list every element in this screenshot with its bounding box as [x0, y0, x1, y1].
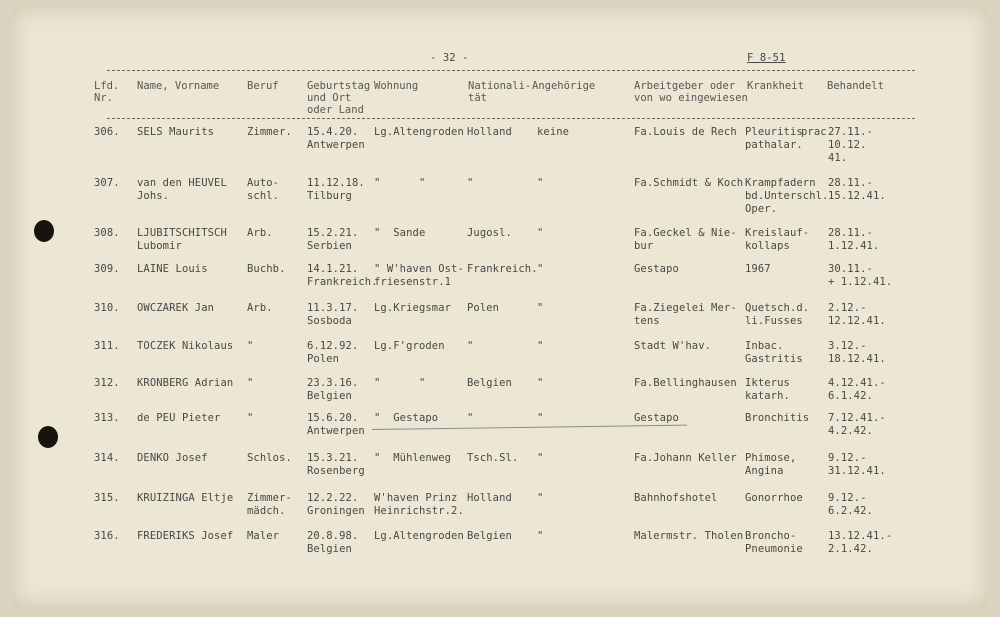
row-nationalitaet: "	[467, 177, 474, 189]
row-nationalitaet: "	[467, 340, 474, 352]
row-arbeitgeber: Stadt W'hav.	[634, 340, 712, 352]
row-name: KRUIZINGA Eltje	[137, 492, 234, 504]
row-arbeitgeber: Fa.Geckel & Nie- bur	[634, 227, 737, 252]
row-number: 314.	[94, 452, 120, 464]
row-wohnung: " W'haven Ost- friesenstr.1	[374, 263, 464, 288]
row-behandelt: 30.11.- + 1.12.41.	[828, 263, 893, 288]
row-prac: prac.	[801, 126, 834, 138]
row-krankheit: Broncho- Pneumonie	[745, 530, 803, 555]
row-angehoerige: "	[537, 302, 544, 314]
row-nationalitaet: Holland	[467, 126, 512, 138]
row-beruf: Auto- schl.	[247, 177, 280, 202]
row-krankheit: Ikterus katarh.	[745, 377, 790, 402]
row-arbeitgeber: Fa.Ziegelei Mer- tens	[634, 302, 737, 327]
row-name: LJUBITSCHITSCH Lubomir	[137, 227, 227, 252]
row-krankheit: Gonorrhoe	[745, 492, 803, 504]
page-number: - 32 -	[430, 52, 469, 64]
row-number: 316.	[94, 530, 120, 542]
row-name: LAINE Louis	[137, 263, 208, 275]
row-arbeitgeber: Gestapo	[634, 412, 679, 424]
row-arbeitgeber: Fa.Louis de Rech	[634, 126, 737, 138]
row-number: 313.	[94, 412, 120, 424]
row-geburt: 11.12.18. Tilburg	[307, 177, 365, 202]
row-beruf: Arb.	[247, 302, 273, 314]
row-name: SELS Maurits	[137, 126, 215, 138]
row-behandelt: 9.12.- 31.12.41.	[828, 452, 886, 477]
header-top-rule	[107, 70, 915, 71]
column-header-geburt: Geburtstag und Ort oder Land	[307, 80, 371, 116]
row-nationalitaet: Frankreich.	[467, 263, 538, 275]
row-geburt: 20.8.98. Belgien	[307, 530, 359, 555]
column-header-nationalitaet: Nationali- tät	[468, 80, 532, 104]
row-beruf: Zimmer.	[247, 126, 292, 138]
row-wohnung: " Mühlenweg	[374, 452, 452, 464]
row-wohnung: " "	[374, 377, 426, 389]
column-header-arbeitgeber: Arbeitgeber oder von wo eingewiesen	[634, 80, 748, 104]
row-angehoerige: "	[537, 412, 544, 424]
row-beruf: "	[247, 412, 254, 424]
row-behandelt: 4.12.41.- 6.1.42.	[828, 377, 886, 402]
row-krankheit: Quetsch.d. li.Fusses	[745, 302, 810, 327]
row-krankheit: Pleuritis pathalar.	[745, 126, 803, 151]
row-nationalitaet: Belgien	[467, 530, 512, 542]
header-bottom-rule	[107, 118, 915, 119]
row-number: 307.	[94, 177, 120, 189]
row-behandelt: 13.12.41.- 2.1.42.	[828, 530, 893, 555]
row-geburt: 14.1.21. Frankreich.	[307, 263, 378, 288]
row-wohnung: W'haven Prinz Heinrichstr.2.	[374, 492, 464, 517]
row-wohnung: Lg.Altengroden	[374, 126, 464, 138]
row-angehoerige: "	[537, 492, 544, 504]
row-wohnung: Lg.Kriegsmar	[374, 302, 452, 314]
row-angehoerige: "	[537, 227, 544, 239]
row-name: TOCZEK Nikolaus	[137, 340, 234, 352]
row-nationalitaet: Holland	[467, 492, 512, 504]
column-header-name: Name, Vorname	[137, 80, 220, 92]
row-name: FREDERIKS Josef	[137, 530, 234, 542]
row-behandelt: 3.12.- 18.12.41.	[828, 340, 886, 365]
row-krankheit: Bronchitis	[745, 412, 810, 424]
row-name: OWCZAREK Jan	[137, 302, 215, 314]
row-number: 312.	[94, 377, 120, 389]
row-beruf: "	[247, 340, 254, 352]
row-behandelt: 7.12.41.- 4.2.42.	[828, 412, 886, 437]
row-beruf: Arb.	[247, 227, 273, 239]
row-number: 311.	[94, 340, 120, 352]
row-behandelt: 9.12.- 6.2.42.	[828, 492, 873, 517]
row-wohnung: Lg.F'groden	[374, 340, 445, 352]
row-nationalitaet: Belgien	[467, 377, 512, 389]
row-number: 309.	[94, 263, 120, 275]
row-arbeitgeber: Fa.Johann Keller	[634, 452, 737, 464]
row-angehoerige: "	[537, 340, 544, 352]
row-beruf: Zimmer- mädch.	[247, 492, 292, 517]
column-header-krankheit: Krankheit	[747, 80, 804, 92]
row-arbeitgeber: Gestapo	[634, 263, 679, 275]
row-krankheit: Phimose, Angina	[745, 452, 797, 477]
row-wohnung: " Gestapo	[374, 412, 439, 424]
row-nationalitaet: "	[467, 412, 474, 424]
row-behandelt: 28.11.- 1.12.41.	[828, 227, 880, 252]
row-krankheit: Krampfadern bd.Unterschl. Oper.	[745, 177, 829, 215]
punch-hole-top	[34, 220, 54, 242]
document-page	[12, 8, 988, 606]
row-angehoerige: "	[537, 377, 544, 389]
row-name: DENKO Josef	[137, 452, 208, 464]
row-number: 310.	[94, 302, 120, 314]
row-number: 315.	[94, 492, 120, 504]
row-arbeitgeber: Fa.Bellinghausen	[634, 377, 737, 389]
punch-hole-bottom	[38, 426, 58, 448]
row-name: de PEU Pieter	[137, 412, 221, 424]
row-name: KRONBERG Adrian	[137, 377, 234, 389]
row-geburt: 15.3.21. Rosenberg	[307, 452, 365, 477]
row-nationalitaet: Polen	[467, 302, 500, 314]
row-beruf: Maler	[247, 530, 280, 542]
row-angehoerige: "	[537, 530, 544, 542]
row-name: van den HEUVEL Johs.	[137, 177, 227, 202]
row-behandelt: 27.11.- 10.12. 41.	[828, 126, 873, 164]
row-nationalitaet: Tsch.Sl.	[467, 452, 519, 464]
row-angehoerige: "	[537, 177, 544, 189]
row-angehoerige: keine	[537, 126, 570, 138]
column-header-behandelt: Behandelt	[827, 80, 884, 92]
column-header-beruf: Beruf	[247, 80, 279, 92]
row-geburt: 6.12.92. Polen	[307, 340, 359, 365]
row-beruf: Buchb.	[247, 263, 286, 275]
column-header-wohnung: Wohnung	[374, 80, 419, 92]
row-krankheit: Inbac. Gastritis	[745, 340, 803, 365]
row-nationalitaet: Jugosl.	[467, 227, 512, 239]
row-number: 306.	[94, 126, 120, 138]
row-behandelt: 28.11.- 15.12.41.	[828, 177, 886, 202]
row-arbeitgeber: Malermstr. Tholen	[634, 530, 744, 542]
row-geburt: 11.3.17. Sosboda	[307, 302, 359, 327]
row-krankheit: 1967	[745, 263, 771, 275]
row-krankheit: Kreislauf- kollaps	[745, 227, 810, 252]
column-header-lfd: Lfd. Nr.	[94, 80, 120, 104]
row-geburt: 15.4.20. Antwerpen	[307, 126, 365, 151]
pencil-strike-line	[372, 425, 687, 430]
row-angehoerige: "	[537, 263, 544, 275]
row-arbeitgeber: Bahnhofshotel	[634, 492, 718, 504]
row-geburt: 23.3.16. Belgien	[307, 377, 359, 402]
row-wohnung: " Sande	[374, 227, 426, 239]
column-header-angehoerige: Angehörige	[532, 80, 596, 92]
row-beruf: Schlos.	[247, 452, 292, 464]
row-angehoerige: "	[537, 452, 544, 464]
row-geburt: 15.6.20. Antwerpen	[307, 412, 365, 437]
row-wohnung: Lg.Altengroden	[374, 530, 464, 542]
row-geburt: 12.2.22. Groningen	[307, 492, 365, 517]
row-behandelt: 2.12.- 12.12.41.	[828, 302, 886, 327]
row-number: 308.	[94, 227, 120, 239]
reference-number: F 8-51	[747, 52, 786, 64]
row-wohnung: " "	[374, 177, 426, 189]
row-arbeitgeber: Fa.Schmidt & Koch	[634, 177, 744, 189]
row-beruf: "	[247, 377, 254, 389]
row-geburt: 15.2.21. Serbien	[307, 227, 359, 252]
